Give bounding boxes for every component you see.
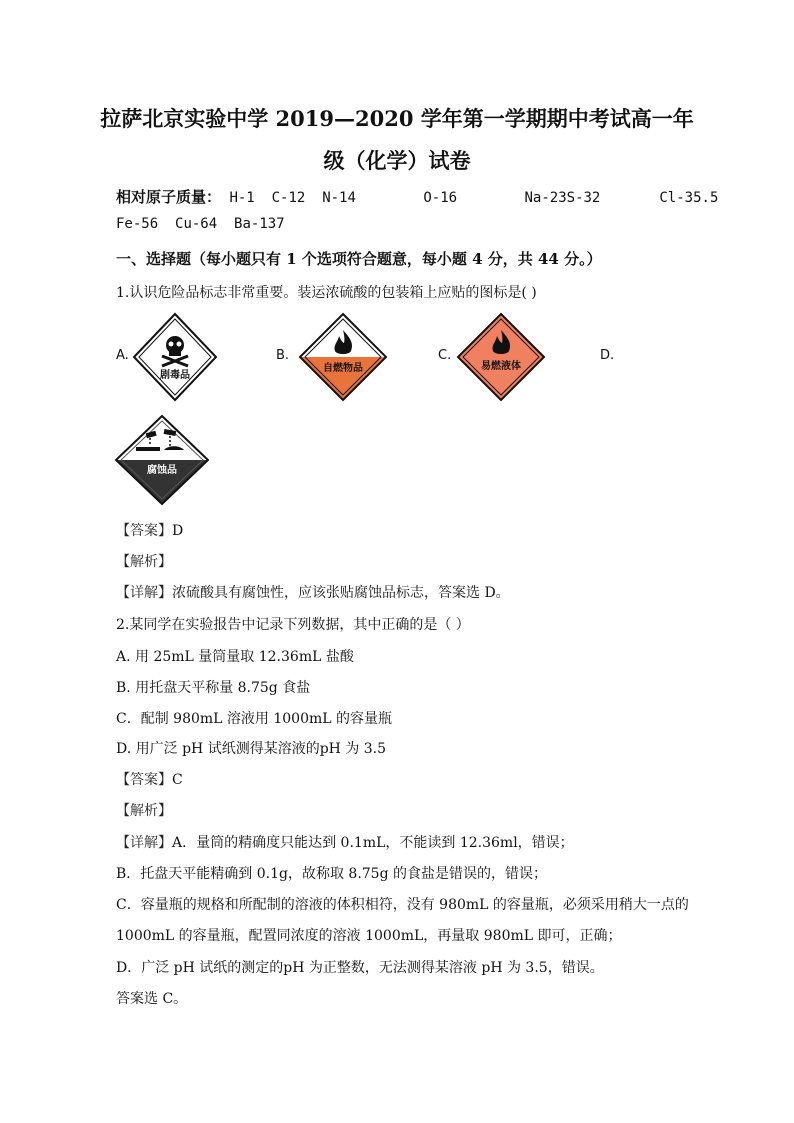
mass-o: O-16: [423, 190, 458, 206]
mass-cu: Cu-64: [175, 216, 218, 232]
q2-conclusion: 答案选 C。: [116, 991, 188, 1007]
mass-na-s: Na-23S-32: [524, 190, 601, 206]
q2-detail-line-5: D．广泛 pH 试纸的测定的pH 为正整数，无法测得某溶液 pH 为 3.5，错误。: [116, 960, 604, 976]
q1-answer-value: D: [172, 523, 184, 539]
atomic-masses-label: 相对原子质量：: [116, 188, 222, 206]
q2-detail-line-2: B．托盘天平能精确到 0.1g，故称取 8.75g 的食盐是错误的，错误；: [116, 866, 547, 882]
q1-stem: 1.认识危险品标志非常重要。装运浓硫酸的包装箱上应贴的图标是( ): [116, 285, 537, 301]
q1-detail-text: 浓硫酸具有腐蚀性，应该张贴腐蚀品标志，答案选 D。: [172, 585, 510, 601]
q1-analysis-tag: 【解析】: [116, 554, 172, 570]
atomic-masses-row2: [116, 216, 285, 232]
section-heading: 一、选择题（每小题只有 1 个选项符合题意，每小题 4 分，共 44 分。）: [116, 250, 602, 268]
mass-ba: Ba-137: [234, 216, 285, 232]
q1-option-c-flammable-liquid-sign[interactable]: [456, 312, 546, 402]
spontaneous-combustion-label: 自燃物品: [323, 363, 363, 374]
q2-answer-value: C: [172, 772, 183, 788]
q2-answer: [116, 769, 183, 789]
q1-answer-tag: 【答案】: [116, 523, 172, 539]
toxic-sign-label: 剧毒品: [160, 370, 190, 381]
q2-detail-text-1: A．量筒的精确度只能达到 0.1mL，不能读到 12.36ml，错误；: [172, 835, 574, 851]
q2-option-c: C．配制 980mL 溶液用 1000mL 的容量瓶: [116, 711, 393, 727]
q1-option-c-letter: C.: [438, 348, 452, 363]
page-title-line2: 级（化学）试卷: [323, 148, 471, 173]
flammable-liquid-label: 易燃液体: [481, 361, 521, 372]
q1-detail: [116, 582, 510, 602]
q1-option-a-letter: A.: [116, 348, 129, 363]
q1-answer: [116, 520, 183, 540]
q2-detail-line-1: [116, 832, 574, 852]
q2-detail-line-3: C．容量瓶的规格和所配制的溶液的体积相符，没有 980mL 的容量瓶，必须采用稍大一点的: [116, 897, 689, 913]
q2-option-a: A. 用 25mL 量筒量取 12.36mL 盐酸: [116, 649, 354, 665]
mass-h: H-1: [229, 190, 255, 206]
q1-option-a-toxic-sign[interactable]: [132, 312, 218, 402]
atomic-masses-row1: [116, 186, 718, 207]
q1-option-d-corrosive-sign[interactable]: [114, 414, 210, 506]
q2-option-d: D. 用广泛 pH 试纸测得某溶液的pH 为 3.5: [116, 741, 387, 757]
page-title-line1: 拉萨北京实验中学 2019—2020 学年第一学期期中考试高一年: [100, 106, 694, 131]
q2-answer-tag: 【答案】: [116, 772, 172, 788]
q2-option-b: B. 用托盘天平称量 8.75g 食盐: [116, 680, 311, 696]
mass-fe: Fe-56: [116, 216, 159, 232]
q1-detail-tag: 【详解】: [116, 585, 172, 601]
q2-detail-tag: 【详解】: [116, 835, 172, 851]
mass-cl: Cl-35.5: [659, 190, 719, 206]
q2-detail-line-4: 1000mL 的容量瓶，配置同浓度的溶液 1000mL，再量取 980mL 即可，正确；: [116, 928, 622, 944]
corrosive-label: 腐蚀品: [147, 465, 177, 476]
mass-n: N-14: [322, 190, 356, 206]
q1-option-d-letter: D.: [600, 348, 615, 363]
q1-option-b-letter: B.: [276, 348, 290, 363]
mass-c: C-12: [271, 190, 306, 206]
q2-stem: 2.某同学在实验报告中记录下列数据，其中正确的是（ ）: [116, 617, 470, 633]
q1-option-b-spontaneous-combustion-sign[interactable]: [298, 312, 388, 402]
q2-analysis-tag: 【解析】: [116, 803, 172, 819]
